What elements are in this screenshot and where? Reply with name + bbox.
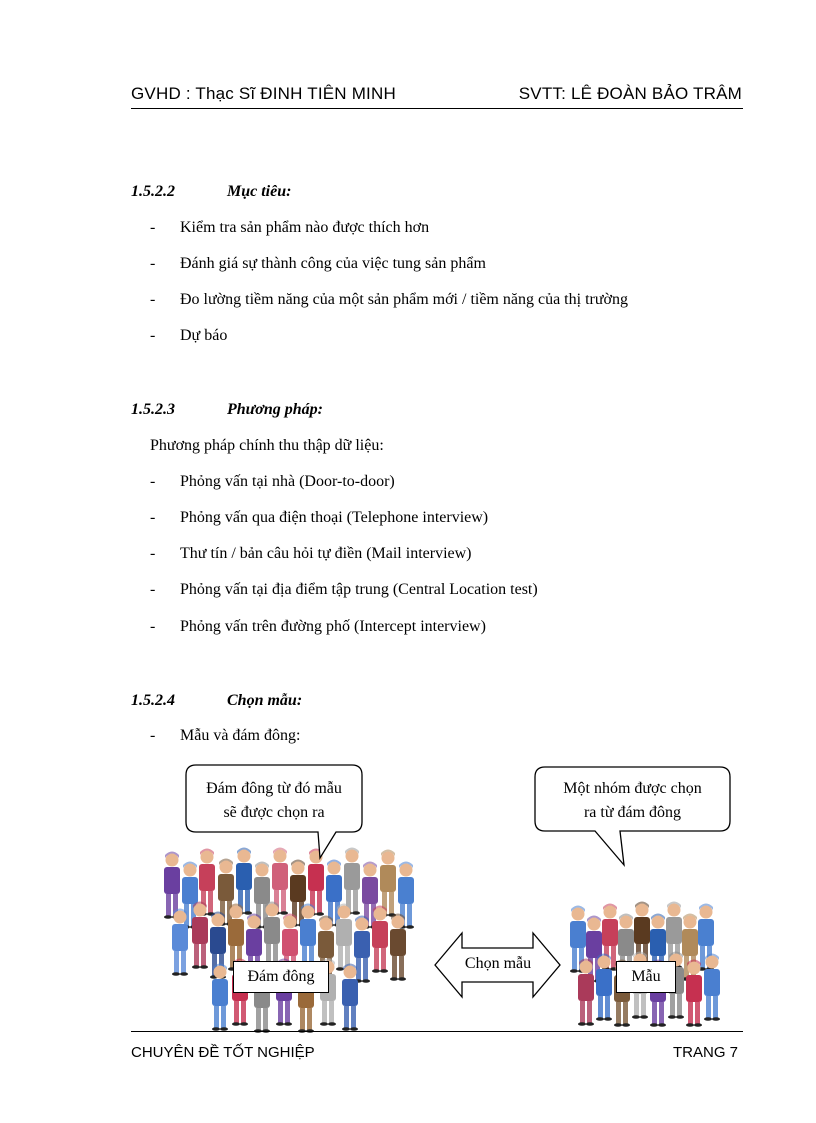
callout-left-text: Đám đông từ đó mẫu sẽ được chọn ra: [206, 780, 342, 821]
header-supervisor: GVHD : Thạc Sĩ ĐINH TIÊN MINH: [131, 84, 396, 103]
section-number: 1.5.2.2: [131, 183, 175, 200]
list-item: - Phỏng vấn tại nhà (Door-to-door): [150, 473, 395, 490]
list-item: - Thư tín / bản câu hỏi tự điền (Mail interview): [150, 545, 472, 562]
footer-title: CHUYÊN ĐỀ TỐT NGHIỆP: [131, 1044, 315, 1061]
list-item: - Phỏng vấn qua điện thoại (Telephone interview): [150, 509, 489, 526]
section-title: Chọn mẫu:: [227, 692, 303, 709]
list-item: - Phỏng vấn trên đường phố (Intercept interview): [150, 618, 486, 635]
section-title: Mục tiêu:: [227, 183, 292, 200]
crowd-illustration: [164, 848, 414, 1033]
callout-right-text: Một nhóm được chọn ra từ đám đông: [563, 780, 702, 821]
list-item: - Kiểm tra sản phẩm nào được thích hơn: [150, 219, 430, 236]
list-item: - Đo lường tiềm năng của một sản phẩm mới / tiềm năng của thị trường: [150, 291, 628, 308]
list-item: - Dự báo: [150, 327, 228, 344]
sample-label: Mẫu: [616, 961, 676, 993]
section-number: 1.5.2.4: [131, 692, 175, 709]
header-student: SVTT: LÊ ĐOÀN BẢO TRÂM: [518, 84, 742, 103]
crowd-label: Đám đông: [233, 961, 329, 993]
list-item: - Phỏng vấn tại địa điểm tập trung (Central Location test): [150, 581, 538, 598]
section-title: Phương pháp:: [227, 401, 323, 418]
footer-rule: [131, 1031, 743, 1032]
list-item: - Mẫu và đám đông:: [150, 727, 301, 744]
section-intro: Phương pháp chính thu thập dữ liệu:: [150, 437, 384, 454]
section-number: 1.5.2.3: [131, 401, 175, 418]
list-item: - Đánh giá sự thành công của việc tung sản phẩm: [150, 255, 486, 272]
arrow-label: Chọn mẫu: [464, 955, 532, 972]
page-number: TRANG 7: [672, 1044, 738, 1061]
